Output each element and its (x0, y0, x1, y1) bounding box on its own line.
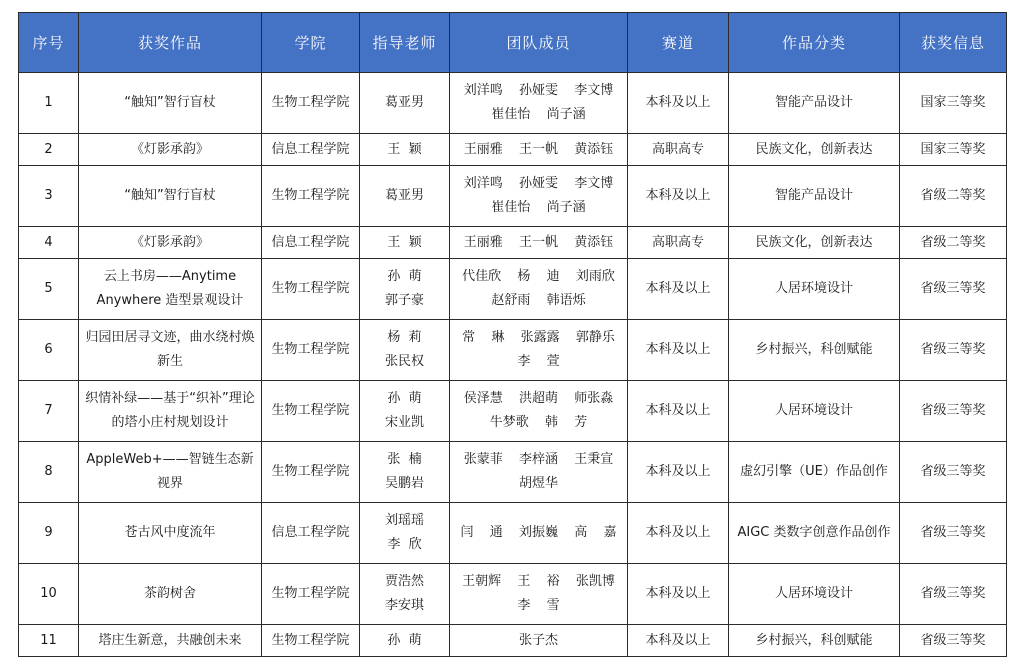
members-cell: 代佳欣 杨 迪 刘雨欣 赵舒雨 韩语烁 (450, 259, 628, 320)
award-cell: 国家三等奖 (900, 73, 1007, 134)
header-row (19, 13, 1007, 73)
table-row (19, 381, 1007, 442)
header-members: 团队成员 (450, 13, 628, 73)
header-work: 获奖作品 (79, 13, 262, 73)
table-row (19, 227, 1007, 259)
members-cell: 刘洋鸣 孙娅雯 李文博 崔佳怡 尚子涵 (450, 73, 628, 134)
award-cell: 省级三等奖 (900, 320, 1007, 381)
category-cell: 人居环境设计 (729, 259, 900, 320)
members-cell: 刘洋鸣 孙娅雯 李文博 崔佳怡 尚子涵 (450, 166, 628, 227)
work-title-cell: 茶韵树舍 (79, 564, 262, 625)
college-cell: 生物工程学院 (262, 73, 360, 134)
college-cell: 生物工程学院 (262, 166, 360, 227)
advisor-cell: 王 颖 (360, 134, 450, 166)
award-cell: 省级三等奖 (900, 503, 1007, 564)
work-title-cell: 织情补绿——基于“织补”理论的塔小庄村规划设计 (79, 381, 262, 442)
award-cell: 省级三等奖 (900, 625, 1007, 657)
header-advisor: 指导老师 (360, 13, 450, 73)
table-row (19, 625, 1007, 657)
advisor-cell: 张 楠 吴鹏岩 (360, 442, 450, 503)
table-row (19, 73, 1007, 134)
advisor-cell: 刘瑶瑶 李 欣 (360, 503, 450, 564)
serial-no-cell: 10 (19, 564, 79, 625)
advisor-cell: 葛亚男 (360, 73, 450, 134)
table-row (19, 442, 1007, 503)
work-title-cell: 归园田居寻文迹，曲水绕村焕新生 (79, 320, 262, 381)
track-cell: 本科及以上 (628, 259, 729, 320)
header-serial-no: 序号 (19, 13, 79, 73)
track-cell: 本科及以上 (628, 73, 729, 134)
advisor-cell: 孙 萌 (360, 625, 450, 657)
college-cell: 信息工程学院 (262, 134, 360, 166)
college-cell: 生物工程学院 (262, 625, 360, 657)
work-title-cell: 云上书房——Anytime Anywhere 造型景观设计 (79, 259, 262, 320)
award-cell: 省级三等奖 (900, 381, 1007, 442)
track-cell: 本科及以上 (628, 442, 729, 503)
serial-no-cell: 11 (19, 625, 79, 657)
header-award: 获奖信息 (900, 13, 1007, 73)
table-row (19, 503, 1007, 564)
category-cell: 乡村振兴，科创赋能 (729, 320, 900, 381)
header-category: 作品分类 (729, 13, 900, 73)
category-cell: 民族文化，创新表达 (729, 134, 900, 166)
track-cell: 本科及以上 (628, 564, 729, 625)
college-cell: 信息工程学院 (262, 227, 360, 259)
table-row (19, 320, 1007, 381)
category-cell: 乡村振兴，科创赋能 (729, 625, 900, 657)
track-cell: 本科及以上 (628, 503, 729, 564)
table-row (19, 166, 1007, 227)
category-cell: 民族文化，创新表达 (729, 227, 900, 259)
award-cell: 省级三等奖 (900, 564, 1007, 625)
members-cell: 张蒙菲 李梓涵 王秉宣 胡煜华 (450, 442, 628, 503)
advisor-cell: 杨 莉 张民权 (360, 320, 450, 381)
work-title-cell: 《灯影承韵》 (79, 227, 262, 259)
college-cell: 生物工程学院 (262, 442, 360, 503)
college-cell: 生物工程学院 (262, 320, 360, 381)
serial-no-cell: 7 (19, 381, 79, 442)
advisor-cell: 孙 萌 郭子豪 (360, 259, 450, 320)
award-cell: 国家三等奖 (900, 134, 1007, 166)
serial-no-cell: 4 (19, 227, 79, 259)
table-row (19, 134, 1007, 166)
work-title-cell: “触知”智行盲杖 (79, 73, 262, 134)
work-title-cell: AppleWeb+——智链生态新视界 (79, 442, 262, 503)
members-cell: 侯泽慧 洪超萌 师张淼 牛梦歌 韩 芳 (450, 381, 628, 442)
track-cell: 高职高专 (628, 134, 729, 166)
table-body (19, 73, 1007, 657)
header-college: 学院 (262, 13, 360, 73)
college-cell: 信息工程学院 (262, 503, 360, 564)
serial-no-cell: 8 (19, 442, 79, 503)
work-title-cell: “触知”智行盲杖 (79, 166, 262, 227)
serial-no-cell: 2 (19, 134, 79, 166)
award-cell: 省级三等奖 (900, 442, 1007, 503)
track-cell: 高职高专 (628, 227, 729, 259)
serial-no-cell: 3 (19, 166, 79, 227)
members-cell: 闫 通 刘振巍 高 嘉 (450, 503, 628, 564)
members-cell: 张子杰 (450, 625, 628, 657)
work-title-cell: 《灯影承韵》 (79, 134, 262, 166)
category-cell: 智能产品设计 (729, 166, 900, 227)
track-cell: 本科及以上 (628, 625, 729, 657)
college-cell: 生物工程学院 (262, 564, 360, 625)
advisor-cell: 王 颖 (360, 227, 450, 259)
track-cell: 本科及以上 (628, 166, 729, 227)
advisor-cell: 葛亚男 (360, 166, 450, 227)
members-cell: 王丽雅 王一帆 黄添钰 (450, 227, 628, 259)
members-cell: 常 琳 张露露 郭静乐 李 萱 (450, 320, 628, 381)
track-cell: 本科及以上 (628, 381, 729, 442)
header-track: 赛道 (628, 13, 729, 73)
award-cell: 省级二等奖 (900, 166, 1007, 227)
track-cell: 本科及以上 (628, 320, 729, 381)
category-cell: 人居环境设计 (729, 381, 900, 442)
award-cell: 省级二等奖 (900, 227, 1007, 259)
category-cell: 虚幻引擎（UE）作品创作 (729, 442, 900, 503)
table-row (19, 564, 1007, 625)
serial-no-cell: 1 (19, 73, 79, 134)
college-cell: 生物工程学院 (262, 381, 360, 442)
college-cell: 生物工程学院 (262, 259, 360, 320)
serial-no-cell: 6 (19, 320, 79, 381)
work-title-cell: 塔庄生新意，共融创未来 (79, 625, 262, 657)
members-cell: 王丽雅 王一帆 黄添钰 (450, 134, 628, 166)
table-row (19, 259, 1007, 320)
category-cell: AIGC 类数字创意作品创作 (729, 503, 900, 564)
award-cell: 省级三等奖 (900, 259, 1007, 320)
advisor-cell: 孙 萌 宋业凯 (360, 381, 450, 442)
members-cell: 王朝辉 王 裕 张凯博 李 雪 (450, 564, 628, 625)
category-cell: 智能产品设计 (729, 73, 900, 134)
serial-no-cell: 5 (19, 259, 79, 320)
work-title-cell: 苍古风中度流年 (79, 503, 262, 564)
awards-table (18, 12, 1007, 657)
advisor-cell: 贾浩然 李安琪 (360, 564, 450, 625)
serial-no-cell: 9 (19, 503, 79, 564)
category-cell: 人居环境设计 (729, 564, 900, 625)
